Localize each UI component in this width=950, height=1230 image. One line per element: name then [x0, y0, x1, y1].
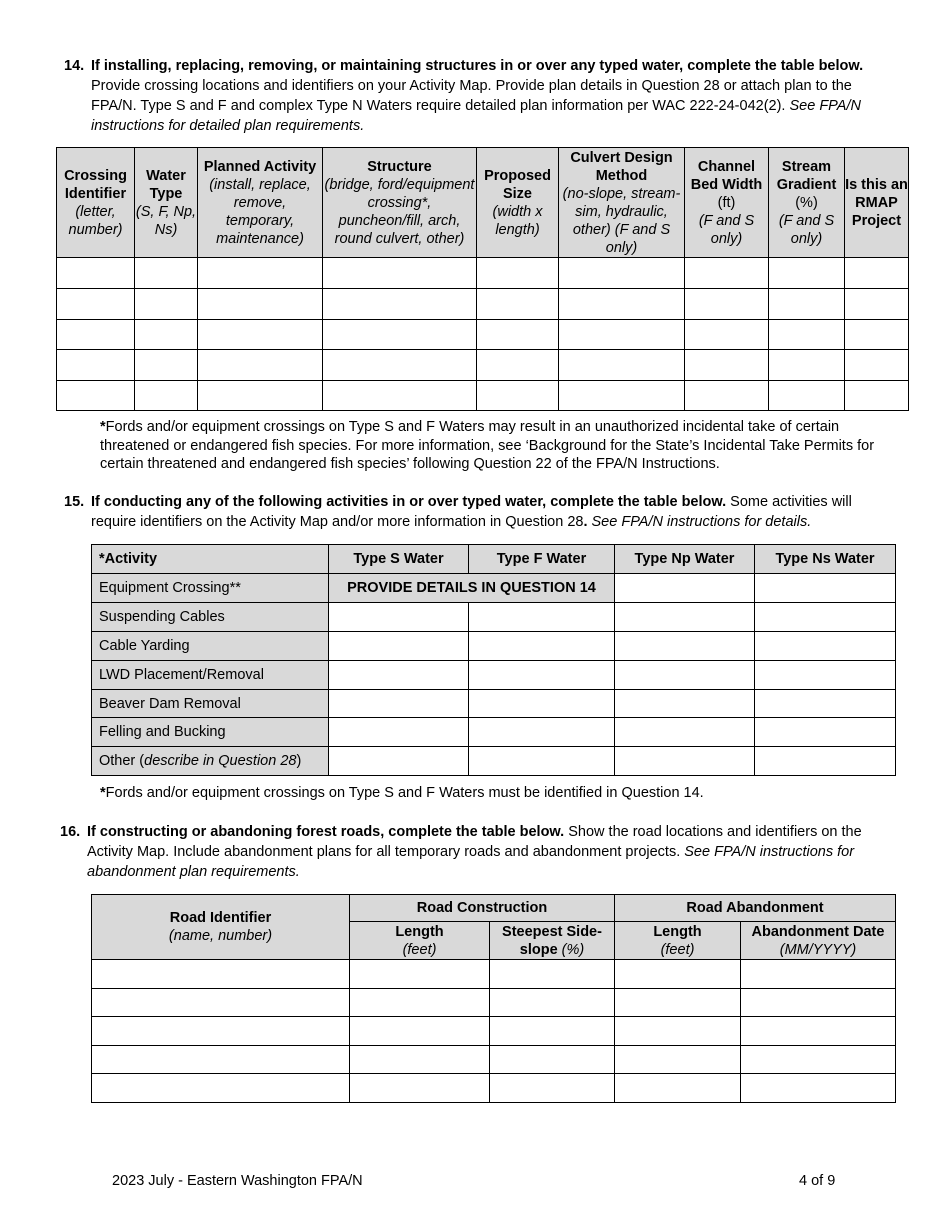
footer-left: 2023 July - Eastern Washington FPA/N — [112, 1173, 363, 1189]
question-14-italic: See FPA/N instructions for detailed plan requirements. — [91, 98, 861, 134]
question-14-footnote: *Fords and/or equipment crossings on Type S and F Waters may result in an unauthorized incidental take of certain threatened or endangered fish species. For more information, see ‘Background for the State’s Incidental Take Permits for certain threatened and endangered fish species’ following Question 22 of the FPA/N Instructions. — [100, 419, 875, 472]
table-row — [92, 989, 896, 1017]
col-structure: Structure (bridge, ford/equipment crossing*, puncheon/fill, arch, round culvert, other) — [323, 148, 477, 258]
row-label: Cable Yarding — [92, 632, 329, 661]
question-14-bold: If installing, replacing, removing, or maintaining structures in or over any typed water, complete the table below. — [91, 58, 864, 74]
table-row — [92, 1074, 896, 1103]
col-stream-gradient: Stream Gradient (%) (F and S only) — [769, 148, 845, 258]
row-label: Felling and Bucking — [92, 718, 329, 747]
col-channel-bed-width: Channel Bed Width (ft) (F and S only) — [685, 148, 769, 258]
col-road-abandonment: Road Abandonment — [615, 895, 896, 922]
table-row — [92, 690, 896, 718]
question-15: 15. If conducting any of the following activities in or over typed water, complete the table below. Some activities will require identifiers on the Activity Map and/or more information in Question 28. See FPA/N instructions for details. — [64, 494, 852, 530]
row-label: LWD Placement/Removal — [92, 661, 329, 690]
provide-details-note: PROVIDE DETAILS IN QUESTION 14 — [329, 574, 615, 603]
question-number: 14. — [64, 58, 85, 74]
col-type-s: Type S Water — [329, 545, 469, 574]
table-row — [92, 960, 896, 989]
col-steepest-sideslope: Steepest Side- slope (%) — [490, 922, 615, 960]
table-row — [57, 350, 909, 381]
col-crossing-identifier: Crossing Identifier (letter, number) — [57, 148, 135, 258]
table-row — [92, 603, 896, 632]
table-row — [92, 661, 896, 690]
col-abandonment-length: Length (feet) — [615, 922, 741, 960]
col-type-ns: Type Ns Water — [755, 545, 896, 574]
row-label: Beaver Dam Removal — [92, 690, 329, 718]
row-label: Equipment Crossing** — [92, 574, 329, 603]
question-14-text: Provide crossing locations and identifiers on your Activity Map. Provide plan details in Question 28 or attach plan to the FPA/N. Type S and F and complex Type N Waters require detailed plan information per WAC 222-24-042(2). — [91, 78, 852, 114]
table-row — [92, 632, 896, 661]
col-planned-activity: Planned Activity (install, replace, remove, temporary, maintenance) — [198, 148, 323, 258]
col-construction-length: Length (feet) — [350, 922, 490, 960]
table-row — [92, 1046, 896, 1074]
table-row — [92, 574, 896, 603]
col-type-np: Type Np Water — [615, 545, 755, 574]
crossing-table — [56, 147, 909, 411]
question-14 — [64, 56, 894, 136]
question-number: 15. — [64, 494, 85, 510]
table-row — [57, 289, 909, 320]
row-label: Other (describe in Question 28) — [92, 747, 329, 776]
table-row — [92, 1017, 896, 1046]
table-row — [92, 718, 896, 747]
table-row — [57, 258, 909, 289]
col-road-identifier: Road Identifier (name, number) — [92, 895, 350, 960]
col-rmap-project: Is this an RMAP Project — [845, 148, 909, 258]
question-16: 16. If constructing or abandoning forest roads, complete the table below. Show the road locations and identifiers on the Activity Map. Include abandonment plans for all temporary roads and abandonment projects. See FPA/N instructions for abandonment plan requirements. — [60, 824, 862, 880]
col-activity: *Activity — [92, 545, 329, 574]
question-number: 16. — [60, 824, 81, 840]
page-number: 4 of 9 — [799, 1173, 836, 1189]
col-abandonment-date: Abandonment Date (MM/YYYY) — [741, 922, 896, 960]
col-road-construction: Road Construction — [350, 895, 615, 922]
activity-table — [91, 544, 896, 776]
col-culvert-design: Culvert Design Method (no-slope, stream-sim, hydraulic, other) (F and S only) — [559, 148, 685, 258]
col-water-type: Water Type (S, F, Np, Ns) — [135, 148, 198, 258]
question-15-footnote: *Fords and/or equipment crossings on Type S and F Waters must be identified in Question 14. — [100, 785, 704, 801]
col-proposed-size: Proposed Size (width x length) — [477, 148, 559, 258]
table-row — [57, 320, 909, 350]
row-label: Suspending Cables — [92, 603, 329, 632]
col-type-f: Type F Water — [469, 545, 615, 574]
table-row — [92, 747, 896, 776]
road-table — [91, 894, 896, 1103]
table-row — [57, 381, 909, 411]
